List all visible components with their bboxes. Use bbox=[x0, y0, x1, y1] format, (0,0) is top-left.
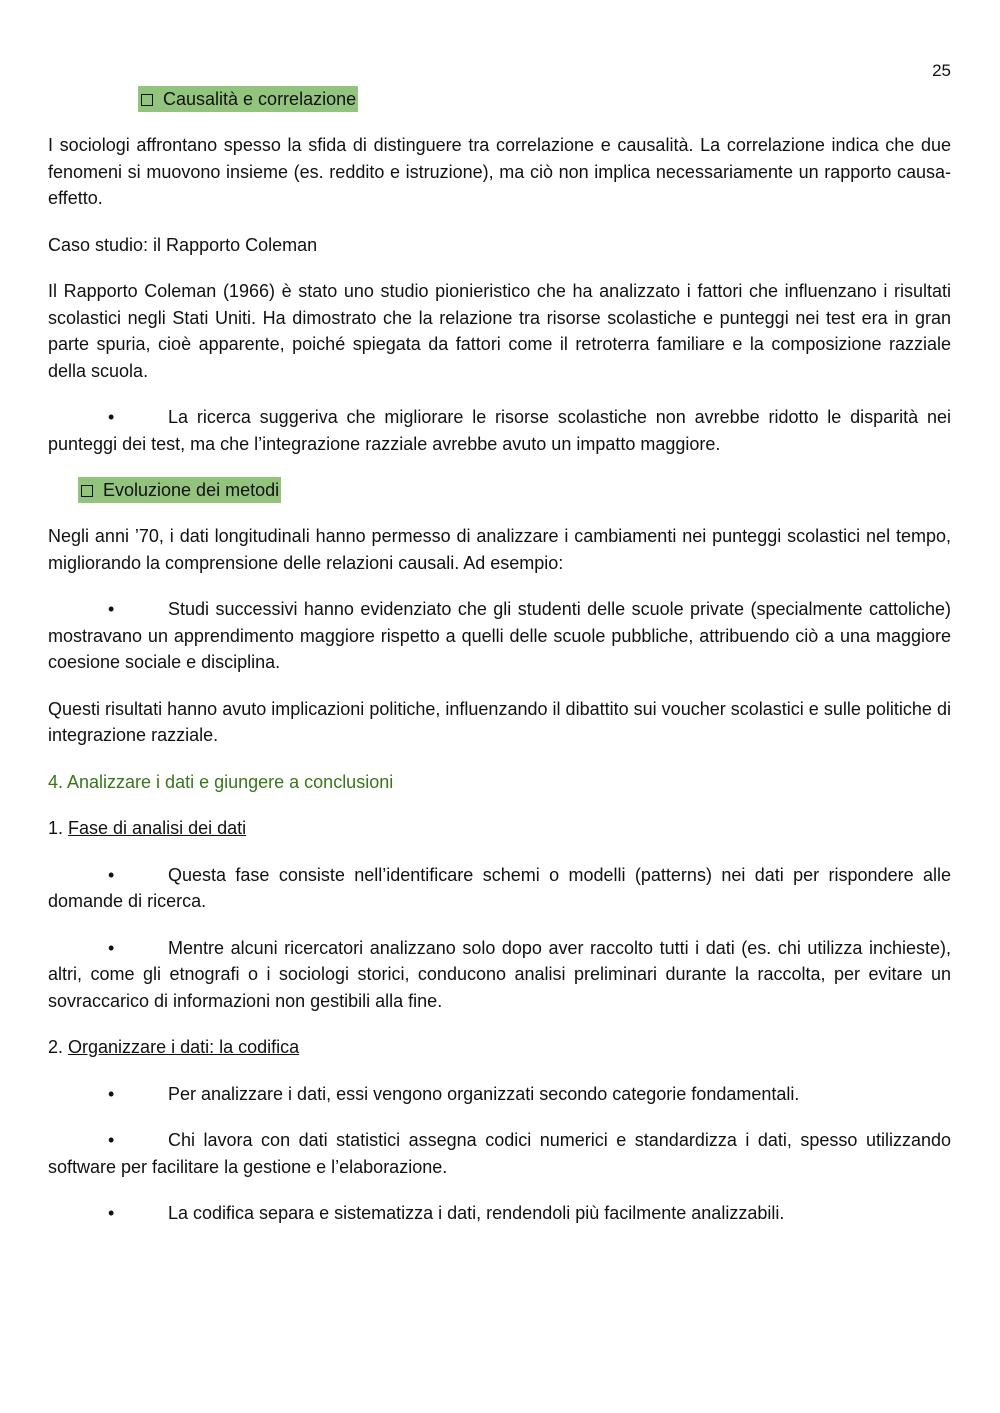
implications-paragraph: Questi risultati hanno avuto implicazioni politiche, influenzando il dibattito sui voucher scolastici e sulle politiche di integrazione razziale. bbox=[48, 698, 951, 745]
subsection-1-heading bbox=[48, 815, 951, 842]
bullet-icon: • bbox=[108, 407, 115, 427]
bullet-icon: • bbox=[108, 599, 115, 619]
subsection-2-number: 2. bbox=[48, 1037, 64, 1057]
sub1-bullet-item bbox=[48, 862, 951, 915]
checkbox-icon[interactable] bbox=[141, 94, 153, 106]
studies-bullet-item bbox=[48, 596, 951, 676]
causality-heading bbox=[138, 86, 358, 112]
section-4-heading: 4. Analizzare i dati e giungere a conclusioni bbox=[48, 771, 394, 792]
coleman-bullet-text: La ricerca suggeriva che migliorare le risorse scolastiche non avrebbe ridotto le disparità nei punteggi dei test, ma che l’integrazione razziale avrebbe avuto un impatto maggiore. bbox=[48, 407, 951, 454]
bullet-icon: • bbox=[108, 1203, 115, 1223]
methods-heading-text: Evoluzione dei metodi bbox=[103, 480, 280, 500]
studies-bullet-text: Studi successivi hanno evidenziato che gli studenti delle scuole private (specialmente cattoliche) mostravano un apprendimento maggiore rispetto a quelli delle scuole pubbliche, attribuendo ciò a una maggiore coesione sociale e disciplina. bbox=[48, 599, 951, 672]
coleman-paragraph: Il Rapporto Coleman (1966) è stato uno studio pionieristico che ha analizzato i fattori che influenzano i risultati scolastici negli Stati Uniti. Ha dimostrato che la relazione tra risorse scolastiche e punteggi nei test era in gran parte spuria, cioè apparente, poiché spiegata da fattori come il retroterra familiare e la composizione razziale della scuola. bbox=[48, 281, 951, 381]
sub2-bullet-item bbox=[48, 1127, 951, 1180]
bullet-icon: • bbox=[108, 864, 115, 885]
page-content bbox=[48, 86, 951, 1247]
checkbox-icon[interactable] bbox=[81, 485, 93, 497]
sub2-bullet-text: Per analizzare i dati, essi vengono organizzati secondo categorie fondamentali. bbox=[168, 1083, 800, 1104]
subsection-2-title: Organizzare i dati: la codifica bbox=[68, 1037, 300, 1057]
page-number: 25 bbox=[932, 61, 951, 80]
case-study-title: Caso studio: il Rapporto Coleman bbox=[48, 234, 318, 255]
sub1-bullet-item bbox=[48, 935, 951, 1015]
subsection-1-title: Fase di analisi dei dati bbox=[68, 818, 247, 838]
intro-paragraph: I sociologi affrontano spesso la sfida di distinguere tra correlazione e causalità. La correlazione indica che due fenomeni si muovono insieme (es. reddito e istruzione), ma ciò non implica necessariamente un rapporto causa-effetto. bbox=[48, 135, 951, 208]
causality-heading-row bbox=[48, 86, 951, 112]
subsection-1-number: 1. bbox=[48, 818, 64, 838]
causality-heading-text: Causalità e correlazione bbox=[163, 89, 357, 109]
bullet-icon: • bbox=[108, 1130, 115, 1150]
coleman-bullet-item bbox=[48, 404, 951, 457]
sub2-bullet-item bbox=[48, 1081, 951, 1108]
methods-heading-row bbox=[48, 477, 951, 503]
sub1-bullet-text: Questa fase consiste nell’identificare schemi o modelli (patterns) nei dati per rispondere alle domande di ricerca. bbox=[48, 864, 951, 911]
methods-heading bbox=[78, 477, 281, 503]
bullet-icon: • bbox=[108, 1083, 115, 1104]
sub2-bullet-text: La codifica separa e sistematizza i dati, rendendoli più facilmente analizzabili. bbox=[168, 1203, 785, 1223]
bullet-icon: • bbox=[108, 937, 115, 958]
longitudinal-paragraph: Negli anni ’70, i dati longitudinali hanno permesso di analizzare i cambiamenti nei punteggi scolastici nel tempo, migliorando la comprensione delle relazioni causali. Ad esempio: bbox=[48, 526, 951, 573]
sub2-bullet-text: Chi lavora con dati statistici assegna codici numerici e standardizza i dati, spesso utilizzando software per facilitare la gestione e l’elaborazione. bbox=[48, 1130, 951, 1177]
subsection-2-heading bbox=[48, 1034, 951, 1061]
sub2-bullet-item bbox=[48, 1200, 951, 1227]
sub1-bullet-text: Mentre alcuni ricercatori analizzano solo dopo aver raccolto tutti i dati (es. chi utilizza inchieste), altri, come gli etnografi o i sociologi storici, conducono analisi preliminari durante la raccolta, per evitare un sovraccarico di informazioni non gestibili alla fine. bbox=[48, 937, 951, 1011]
